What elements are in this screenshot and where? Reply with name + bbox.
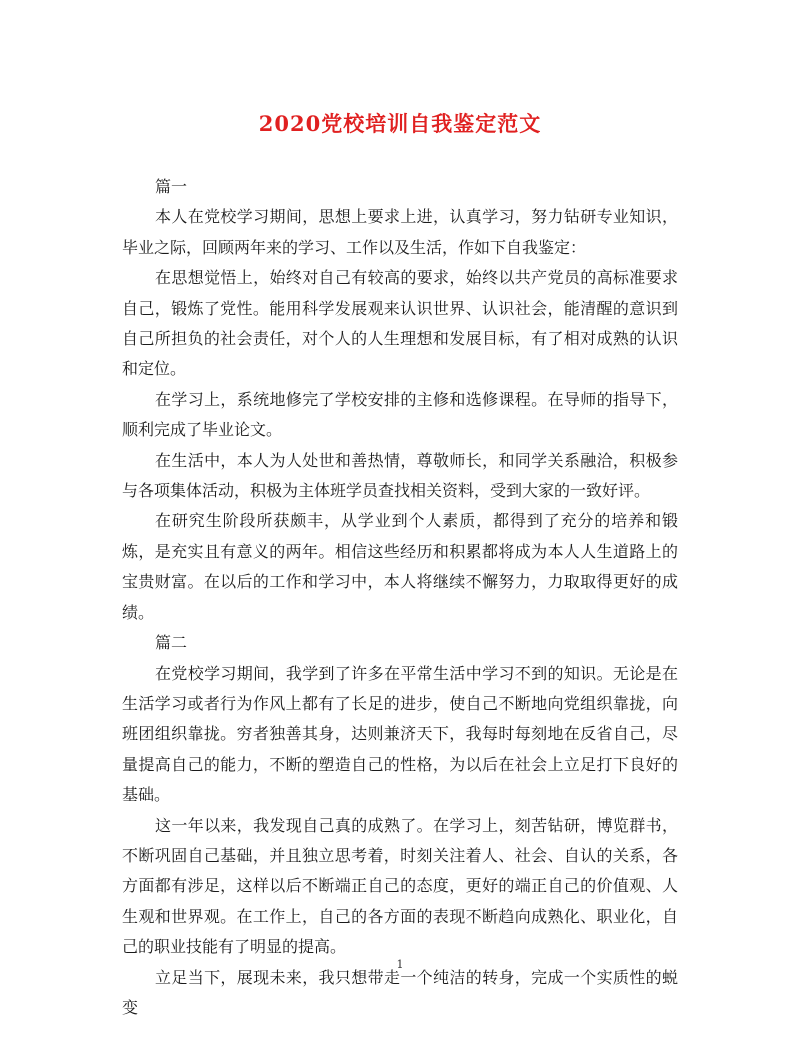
page-number: 1 (396, 958, 404, 971)
paragraph: 这一年以来，我发现自己真的成熟了。在学习上，刻苦钻研，博览群书，不断巩固自己基础，并且独立思考着，时刻关注着人、社会、自认的关系，各方面都有涉足，这样以后不断端正自己的态度，更好的端正自己的价值观、人生观和世界观。在工作上，自己的各方面的表现不断趋向成熟化、职业化，自己的职业技能有了明显的提高。 (122, 815, 678, 957)
document-title: 2020党校培训自我鉴定范文 (258, 111, 542, 136)
paragraph: 在学习上，系统地修完了学校安排的主修和选修课程。在导师的指导下，顺利完成了毕业论文。 (122, 389, 678, 440)
paragraph: 在党校学习期间，我学到了许多在平常生活中学习不到的知识。无论是在生活学习或者行为作风上都有了长足的进步，使自己不断地向党组织靠拢，向班团组织靠拢。穷者独善其身，达则兼济天下，我每时每刻地在反省自己，尽量提高自己的能力，不断的塑造自己的性格，为以后在社会上立足打下良好的基础。 (122, 663, 678, 805)
paragraph: 本人在党校学习期间，思想上要求上进，认真学习，努力钻研专业知识，毕业之际，回顾两年来的学习、工作以及生活，作如下自我鉴定： (122, 207, 678, 257)
paragraph: 在研究生阶段所获颇丰，从学业到个人素质，都得到了充分的培养和锻炼，是充实且有意义的两年。相信这些经历和积累都将成为本人人生道路上的宝贵财富。在以后的工作和学习中，本人将继续不懈努力，力取取得更好的成绩。 (122, 511, 678, 622)
section-heading: 篇一 (155, 177, 188, 196)
paragraph: 在思想觉悟上，始终对自己有较高的要求，始终以共产党员的高标准要求自己，锻炼了党性。能用科学发展观来认识世界、认识社会，能清醒的意识到自己所担负的社会责任，对个人的人生理想和发展目标，有了相对成熟的认识和定位。 (122, 268, 678, 379)
paragraph: 在生活中，本人为人处世和善热情，尊敬师长，和同学关系融洽，积极参与各项集体活动，积极为主体班学员查找相关资料，受到大家的一致好评。 (122, 450, 678, 501)
document-body (122, 172, 678, 1023)
paragraph: 立足当下，展现未来，我只想带走一个纯洁的转身，完成一个实质性的蜕变 (122, 967, 678, 1017)
section-heading: 篇二 (155, 633, 188, 653)
